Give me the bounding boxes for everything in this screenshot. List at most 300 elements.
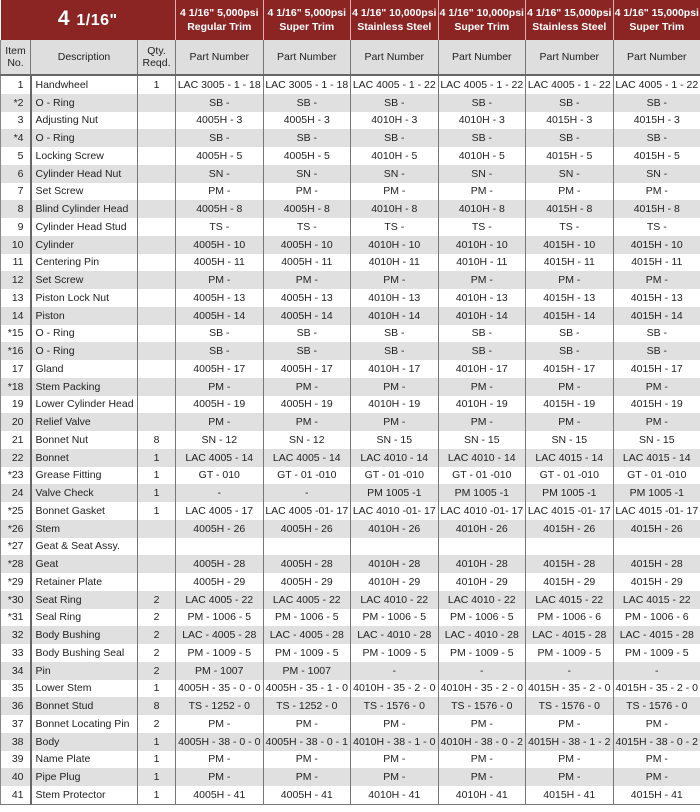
table-body	[1, 75, 700, 804]
quantity: 8	[138, 431, 176, 449]
part-number: 4005H - 14	[176, 307, 264, 325]
quantity	[138, 413, 176, 431]
item-number: 8	[1, 200, 31, 218]
item-number: 24	[1, 484, 31, 502]
item-number: 22	[1, 449, 31, 467]
part-number: LAC 4015 - 22	[613, 591, 700, 609]
part-number: PM - 1007	[176, 662, 264, 680]
item-number: 11	[1, 254, 31, 272]
part-number: 4015H - 14	[613, 307, 700, 325]
part-number	[263, 538, 351, 556]
part-number: 4010H - 19	[438, 396, 526, 414]
quantity	[138, 271, 176, 289]
part-number: PM -	[526, 768, 614, 786]
part-number: 4015H - 28	[526, 555, 614, 573]
table-row	[1, 378, 700, 396]
part-number: LAC - 4005 - 28	[176, 626, 264, 644]
part-number: 4015H - 5	[613, 147, 700, 165]
part-number: 4015H - 11	[613, 254, 700, 272]
quantity: 1	[138, 467, 176, 485]
part-number: LAC 4015 -01- 17	[526, 502, 614, 520]
part-number: SB -	[351, 342, 439, 360]
part-number: PM -	[176, 271, 264, 289]
part-number: PM -	[613, 183, 700, 201]
description: Bonnet Stud	[31, 697, 138, 715]
part-number: GT - 01 -010	[526, 467, 614, 485]
table-row	[1, 254, 700, 272]
item-number: *2	[1, 94, 31, 112]
table-row	[1, 75, 700, 94]
quantity: 2	[138, 715, 176, 733]
part-number: 4015H - 5	[526, 147, 614, 165]
table-row	[1, 591, 700, 609]
part-number: LAC - 4010 - 28	[438, 626, 526, 644]
table-row	[1, 218, 700, 236]
description: Piston Lock Nut	[31, 289, 138, 307]
part-number: SB -	[351, 94, 439, 112]
part-number: SN -	[613, 165, 700, 183]
description: Seat Ring	[31, 591, 138, 609]
item-number: *15	[1, 325, 31, 343]
part-number: 4010H - 38 - 1 - 0	[351, 733, 439, 751]
description: Bonnet	[31, 449, 138, 467]
table-row	[1, 360, 700, 378]
part-number: PM -	[526, 751, 614, 769]
part-number: -	[526, 662, 614, 680]
title-header-row	[1, 0, 700, 40]
part-number: 4010H - 5	[438, 147, 526, 165]
part-number: PM 1005 -1	[438, 484, 526, 502]
table-row	[1, 786, 700, 804]
part-number: 4010H - 29	[438, 573, 526, 591]
part-number: 4005H - 29	[263, 573, 351, 591]
part-number: 4010H - 3	[351, 112, 439, 130]
part-number: PM -	[263, 751, 351, 769]
description: Centering Pin	[31, 254, 138, 272]
quantity: 8	[138, 697, 176, 715]
part-number: -	[351, 662, 439, 680]
part-number: 4015H - 19	[613, 396, 700, 414]
part-number: 4015H - 41	[526, 786, 614, 804]
part-number: LAC 4010 - 14	[438, 449, 526, 467]
part-number: SN -	[526, 165, 614, 183]
quantity	[138, 236, 176, 254]
part-number: SB -	[438, 94, 526, 112]
part-number: 4015H - 28	[613, 555, 700, 573]
part-number: SB -	[438, 342, 526, 360]
part-number: LAC 3005 - 1 - 18	[263, 75, 351, 94]
quantity: 1	[138, 751, 176, 769]
part-number: 4010H - 10	[438, 236, 526, 254]
part-number: LAC 4015 -01- 17	[613, 502, 700, 520]
part-number-header: Part Number	[526, 40, 614, 75]
part-number: PM -	[263, 715, 351, 733]
part-number: SB -	[526, 342, 614, 360]
part-number: PM -	[438, 751, 526, 769]
part-number: PM - 1009 - 5	[351, 644, 439, 662]
table-row	[1, 183, 700, 201]
part-number: 4005H - 10	[176, 236, 264, 254]
part-number: 4010H - 17	[438, 360, 526, 378]
table-row	[1, 165, 700, 183]
table-row	[1, 502, 700, 520]
part-number: 4010H - 28	[438, 555, 526, 573]
part-number: PM -	[613, 378, 700, 396]
part-number: 4005H - 3	[263, 112, 351, 130]
part-number: 4005H - 5	[176, 147, 264, 165]
item-number: *29	[1, 573, 31, 591]
part-number: TS -	[613, 218, 700, 236]
part-number: LAC 4010 - 14	[351, 449, 439, 467]
part-number: 4005H - 17	[176, 360, 264, 378]
part-number: 4010H - 8	[438, 200, 526, 218]
column-header: 4 1/16" 10,000psi Super Trim	[438, 0, 526, 40]
part-number: LAC 4015 - 14	[613, 449, 700, 467]
part-number: SB -	[526, 325, 614, 343]
subheader-row	[1, 40, 700, 75]
table-row	[1, 342, 700, 360]
description: Cylinder Head Stud	[31, 218, 138, 236]
item-number: 36	[1, 697, 31, 715]
table-row	[1, 449, 700, 467]
quantity	[138, 307, 176, 325]
part-number: TS - 1576 - 0	[613, 697, 700, 715]
part-number: LAC 4005 - 22	[263, 591, 351, 609]
table-row	[1, 644, 700, 662]
table-row	[1, 129, 700, 147]
description: O - Ring	[31, 325, 138, 343]
quantity	[138, 396, 176, 414]
description: Gland	[31, 360, 138, 378]
table-title: 4 1/16"	[1, 0, 176, 40]
part-number-header: Part Number	[263, 40, 351, 75]
part-number: PM - 1006 - 5	[263, 609, 351, 627]
quantity: 2	[138, 644, 176, 662]
table-row	[1, 609, 700, 627]
quantity: 1	[138, 484, 176, 502]
part-number: GT - 01 -010	[263, 467, 351, 485]
part-number: 4010H - 3	[438, 112, 526, 130]
part-number: PM -	[263, 183, 351, 201]
description: Valve Check	[31, 484, 138, 502]
part-number: SB -	[263, 94, 351, 112]
item-number: 14	[1, 307, 31, 325]
part-number: 4005H - 10	[263, 236, 351, 254]
part-number: PM -	[176, 183, 264, 201]
part-number	[438, 538, 526, 556]
part-number: 4010H - 8	[351, 200, 439, 218]
part-number: PM - 1006 - 5	[176, 609, 264, 627]
part-number: PM - 1006 - 6	[526, 609, 614, 627]
part-number: 4015H - 26	[526, 520, 614, 538]
quantity	[138, 112, 176, 130]
description: Handwheel	[31, 75, 138, 94]
description: Cylinder Head Nut	[31, 165, 138, 183]
part-number: 4015H - 3	[526, 112, 614, 130]
item-number: 17	[1, 360, 31, 378]
part-number: 4010H - 35 - 2 - 0	[438, 680, 526, 698]
part-number: 4010H - 13	[438, 289, 526, 307]
part-number: LAC 4010 - 22	[351, 591, 439, 609]
part-number: 4015H - 13	[526, 289, 614, 307]
part-number: SB -	[263, 129, 351, 147]
part-number	[526, 538, 614, 556]
column-header: 4 1/16" 5,000psi Regular Trim	[176, 0, 264, 40]
part-number: PM -	[263, 271, 351, 289]
quantity: 1	[138, 680, 176, 698]
part-number: TS - 1252 - 0	[176, 697, 264, 715]
item-number: 1	[1, 75, 31, 94]
column-header: 4 1/16" 5,000psi Super Trim	[263, 0, 351, 40]
item-number: 33	[1, 644, 31, 662]
quantity	[138, 289, 176, 307]
quantity: 2	[138, 609, 176, 627]
part-number: 4005H - 41	[263, 786, 351, 804]
part-number: 4005H - 38 - 0 - 0	[176, 733, 264, 751]
part-number: TS - 1576 - 0	[526, 697, 614, 715]
part-number: PM - 1009 - 5	[263, 644, 351, 662]
quantity	[138, 165, 176, 183]
quantity	[138, 218, 176, 236]
description: Cylinder	[31, 236, 138, 254]
part-number: 4005H - 19	[263, 396, 351, 414]
part-number	[176, 538, 264, 556]
description: Stem	[31, 520, 138, 538]
item-number: 3	[1, 112, 31, 130]
table-row	[1, 768, 700, 786]
item-number: 40	[1, 768, 31, 786]
item-number: 6	[1, 165, 31, 183]
part-number: LAC 4005 - 1 - 22	[351, 75, 439, 94]
part-number: LAC 4010 - 22	[438, 591, 526, 609]
description: O - Ring	[31, 94, 138, 112]
part-number: SN -	[263, 165, 351, 183]
part-number: 4005H - 28	[263, 555, 351, 573]
item-number: 37	[1, 715, 31, 733]
table-row	[1, 467, 700, 485]
part-number: 4015H - 17	[526, 360, 614, 378]
part-number: SB -	[351, 129, 439, 147]
description: Body Bushing Seal	[31, 644, 138, 662]
item-number: *25	[1, 502, 31, 520]
part-number: 4005H - 3	[176, 112, 264, 130]
part-number: LAC 4010 -01- 17	[438, 502, 526, 520]
part-number: 4005H - 5	[263, 147, 351, 165]
part-number: SB -	[526, 129, 614, 147]
quantity	[138, 538, 176, 556]
part-number: PM -	[438, 378, 526, 396]
table-row	[1, 733, 700, 751]
item-number: *30	[1, 591, 31, 609]
part-number: 4010H - 35 - 2 - 0	[351, 680, 439, 698]
part-number: 4010H - 5	[351, 147, 439, 165]
part-number: PM - 1006 - 5	[438, 609, 526, 627]
part-number: TS -	[438, 218, 526, 236]
part-number: GT - 01 -010	[438, 467, 526, 485]
table-row	[1, 307, 700, 325]
part-number: 4015H - 38 - 1 - 2	[526, 733, 614, 751]
part-number: PM -	[613, 768, 700, 786]
part-number: SN - 15	[438, 431, 526, 449]
table-row	[1, 147, 700, 165]
part-number: 4015H - 26	[613, 520, 700, 538]
quantity: 1	[138, 786, 176, 804]
quantity: 1	[138, 502, 176, 520]
item-number: 35	[1, 680, 31, 698]
part-number: SB -	[613, 325, 700, 343]
part-number: TS - 1252 - 0	[263, 697, 351, 715]
part-number: PM -	[438, 271, 526, 289]
item-number: *27	[1, 538, 31, 556]
quantity	[138, 147, 176, 165]
part-number	[351, 538, 439, 556]
part-number-header: Part Number	[176, 40, 264, 75]
description-header: Description	[31, 40, 138, 75]
part-number: 4015H - 3	[613, 112, 700, 130]
part-number: LAC 3005 - 1 - 18	[176, 75, 264, 94]
part-number: TS -	[263, 218, 351, 236]
part-number: 4005H - 29	[176, 573, 264, 591]
table-row	[1, 715, 700, 733]
part-number: 4015H - 41	[613, 786, 700, 804]
description: Geat & Seat Assy.	[31, 538, 138, 556]
part-number: LAC 4015 - 14	[526, 449, 614, 467]
part-number: -	[263, 484, 351, 502]
part-number: SB -	[263, 342, 351, 360]
item-number: 20	[1, 413, 31, 431]
part-number: SN - 15	[613, 431, 700, 449]
part-number-header: Part Number	[438, 40, 526, 75]
item-number: 7	[1, 183, 31, 201]
part-number-header: Part Number	[351, 40, 439, 75]
quantity: 1	[138, 449, 176, 467]
part-number: 4005H - 14	[263, 307, 351, 325]
column-header: 4 1/16" 15,000psi Stainless Steel	[526, 0, 614, 40]
table-row	[1, 396, 700, 414]
item-number: 41	[1, 786, 31, 804]
table-row	[1, 112, 700, 130]
part-number: PM 1005 -1	[526, 484, 614, 502]
part-number: 4010H - 17	[351, 360, 439, 378]
part-number: GT - 010	[176, 467, 264, 485]
part-number: SN - 12	[263, 431, 351, 449]
item-number: 39	[1, 751, 31, 769]
part-number: 4005H - 19	[176, 396, 264, 414]
part-number: -	[613, 662, 700, 680]
part-number: PM -	[526, 271, 614, 289]
description: Piston	[31, 307, 138, 325]
part-number: PM -	[176, 378, 264, 396]
part-number: SN - 15	[351, 431, 439, 449]
table-row	[1, 325, 700, 343]
part-number: SB -	[613, 342, 700, 360]
part-number: LAC - 4010 - 28	[351, 626, 439, 644]
item-number: *18	[1, 378, 31, 396]
part-number: SN -	[438, 165, 526, 183]
quantity: 2	[138, 626, 176, 644]
part-number: SB -	[351, 325, 439, 343]
column-header: 4 1/16" 15,000psi Super Trim	[613, 0, 700, 40]
part-number: 4010H - 19	[351, 396, 439, 414]
part-number: 4005H - 35 - 1 - 0	[263, 680, 351, 698]
description: Bonnet Gasket	[31, 502, 138, 520]
part-number: PM - 1006 - 5	[351, 609, 439, 627]
part-number: PM -	[351, 183, 439, 201]
part-number: TS -	[526, 218, 614, 236]
part-number: PM - 1009 - 5	[176, 644, 264, 662]
item-number: 38	[1, 733, 31, 751]
table-row	[1, 271, 700, 289]
description: Body Bushing	[31, 626, 138, 644]
part-number: LAC 4005 -01- 17	[263, 502, 351, 520]
qty-header: Qty. Reqd.	[138, 40, 176, 75]
part-number: 4010H - 14	[438, 307, 526, 325]
part-number: 4015H - 35 - 2 - 0	[613, 680, 700, 698]
part-number: SN -	[176, 165, 264, 183]
part-number: 4015H - 14	[526, 307, 614, 325]
part-number: PM -	[351, 378, 439, 396]
part-number: PM -	[613, 715, 700, 733]
part-number: 4010H - 13	[351, 289, 439, 307]
part-number: TS - 1576 - 0	[438, 697, 526, 715]
quantity	[138, 129, 176, 147]
item-number: *28	[1, 555, 31, 573]
description: Set Screw	[31, 183, 138, 201]
quantity	[138, 378, 176, 396]
description: Body	[31, 733, 138, 751]
description: Name Plate	[31, 751, 138, 769]
part-number: 4005H - 28	[176, 555, 264, 573]
part-number: PM -	[176, 768, 264, 786]
table-row	[1, 520, 700, 538]
part-number: PM - 1009 - 5	[613, 644, 700, 662]
table-row	[1, 94, 700, 112]
table-row	[1, 484, 700, 502]
part-number: LAC 4005 - 14	[176, 449, 264, 467]
quantity	[138, 573, 176, 591]
part-number: LAC - 4005 - 28	[263, 626, 351, 644]
part-number: SN - 15	[526, 431, 614, 449]
part-number	[613, 538, 700, 556]
part-number: PM - 1006 - 6	[613, 609, 700, 627]
quantity	[138, 200, 176, 218]
part-number: PM -	[263, 413, 351, 431]
part-number: SB -	[176, 94, 264, 112]
table-row	[1, 751, 700, 769]
part-number: GT - 01 -010	[351, 467, 439, 485]
part-number: SB -	[613, 129, 700, 147]
part-number: SB -	[526, 94, 614, 112]
part-number: LAC 4005 - 1 - 22	[526, 75, 614, 94]
part-number: SB -	[613, 94, 700, 112]
part-number: SB -	[176, 342, 264, 360]
quantity	[138, 183, 176, 201]
part-number-header: Part Number	[613, 40, 700, 75]
part-number: SB -	[438, 129, 526, 147]
description: Bonnet Nut	[31, 431, 138, 449]
description: Blind Cylinder Head	[31, 200, 138, 218]
quantity	[138, 342, 176, 360]
item-number: 10	[1, 236, 31, 254]
part-number: PM -	[351, 715, 439, 733]
part-number: LAC 4005 - 1 - 22	[438, 75, 526, 94]
part-number: 4015H - 8	[526, 200, 614, 218]
part-number: PM -	[351, 271, 439, 289]
part-number: LAC - 4015 - 28	[526, 626, 614, 644]
description: Set Screw	[31, 271, 138, 289]
part-number: PM -	[351, 768, 439, 786]
part-number: 4005H - 26	[263, 520, 351, 538]
